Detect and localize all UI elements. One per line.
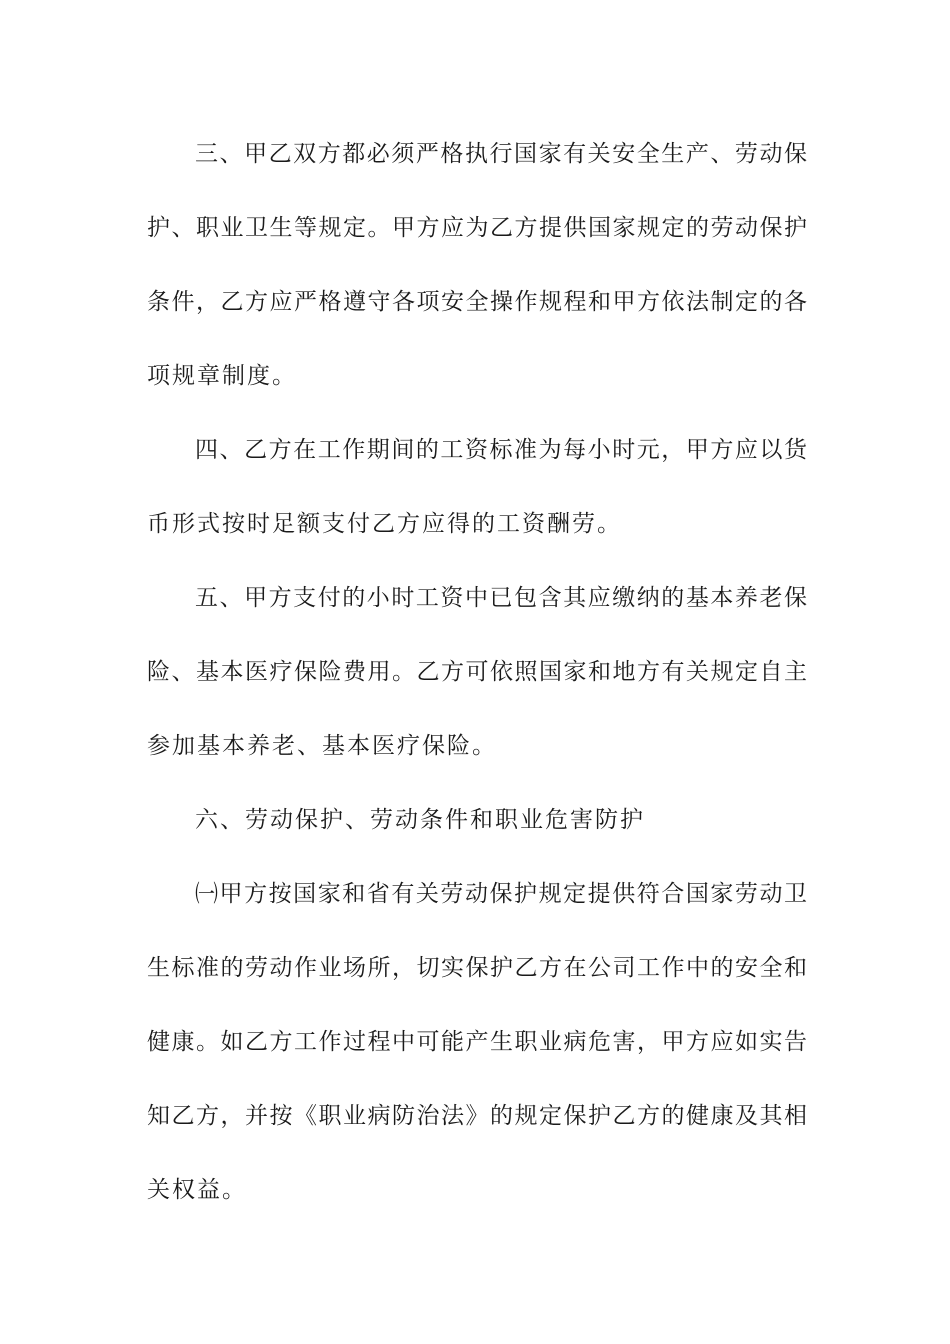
text-line: 护、职业卫生等规定。甲方应为乙方提供国家规定的劳动保护 [147, 215, 807, 241]
text-line: 险、基本医疗保险费用。乙方可依照国家和地方有关规定自主 [147, 659, 807, 685]
text-line: 三、甲乙双方都必须严格执行国家有关安全生产、劳动保 [195, 141, 807, 167]
text-line: 五、甲方支付的小时工资中已包含其应缴纳的基本养老保 [195, 585, 807, 611]
text-line: 四、乙方在工作期间的工资标准为每小时元，甲方应以货 [195, 437, 807, 463]
text-line: 六、劳动保护、劳动条件和职业危害防护 [195, 807, 645, 833]
text-line: 参加基本养老、基本医疗保险。 [147, 733, 497, 759]
text-line: 币形式按时足额支付乙方应得的工资酬劳。 [147, 511, 622, 537]
text-line: 生标准的劳动作业场所，切实保护乙方在公司工作中的安全和 [147, 955, 807, 981]
text-line: 条件，乙方应严格遵守各项安全操作规程和甲方依法制定的各 [147, 289, 807, 315]
text-line: 项规章制度。 [147, 363, 297, 389]
text-line: 关权益。 [147, 1177, 247, 1203]
text-line: 健康。如乙方工作过程中可能产生职业病危害，甲方应如实告 [147, 1029, 807, 1055]
text-line: ㈠甲方按国家和省有关劳动保护规定提供符合国家劳动卫 [195, 881, 807, 907]
text-line: 知乙方，并按《职业病防治法》的规定保护乙方的健康及其相 [147, 1103, 807, 1129]
